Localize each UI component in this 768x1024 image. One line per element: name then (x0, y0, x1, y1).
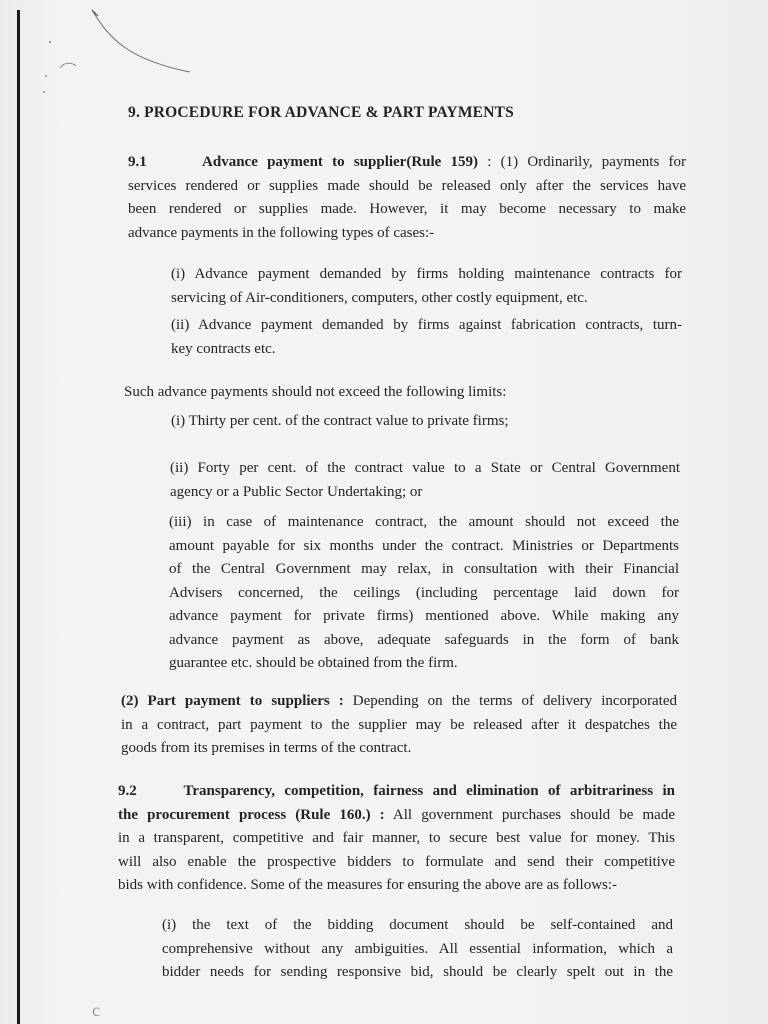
section-number: 9.2 (118, 783, 137, 799)
text-line: been rendered or supplies made. However, it may become necessary to make (128, 201, 686, 217)
section-9-1-first-line (128, 151, 686, 175)
measure-i (162, 914, 673, 985)
part-payment-paragraph (121, 690, 677, 761)
part-payment-first-line (121, 690, 677, 714)
text-line: (i) the text of the bidding document should be self-contained and (162, 917, 673, 933)
text-line: agency or a Public Sector Undertaking; or (170, 483, 423, 500)
limit-i: (i) Thirty per cent. of the contract value to private firms; (171, 413, 509, 429)
text-line: (ii) Forty per cent. of the contract value to a State or Central Government (170, 460, 680, 476)
text-line: services rendered or supplies made should be released only after the services have (128, 177, 686, 194)
text-line: bids with confidence. Some of the measures for ensuring the above are as follows:- (118, 877, 618, 893)
text-line: guarantee etc. should be obtained from the firm. (169, 655, 458, 671)
section-heading: 9. PROCEDURE FOR ADVANCE & PART PAYMENTS (128, 104, 514, 121)
limits-intro: Such advance payments should not exceed the following limits: (124, 384, 507, 400)
section-9-2-paragraph (118, 780, 675, 898)
text-line: advance payment for private firms) mentioned above. While making any (169, 608, 679, 624)
case-ii (171, 314, 682, 361)
text-line: advance payment as above, adequate safeguards in the form of bank (169, 631, 679, 648)
text-line: in a transparent, competitive and fair manner, to secure best value for money. This (118, 830, 675, 846)
text-line: servicing of Air-conditioners, computers, other costly equipment, etc. (171, 289, 588, 306)
section-lead: : (1) Ordinarily, payments for (478, 154, 686, 170)
case-i (171, 263, 682, 310)
part-payment-title: (2) Part payment to suppliers : (121, 693, 344, 709)
text-line: amount payable for six months under the contract. Ministries or Departments (169, 537, 679, 554)
text-line: goods from its premises in terms of the contract. (121, 740, 412, 756)
text-line: advance payments in the following types of cases:- (128, 224, 435, 241)
part-payment-lead: Depending on the terms of delivery incorporated (343, 693, 677, 709)
text-line: bidder needs for sending responsive bid, should be clearly spelt out in the (162, 964, 673, 980)
limit-ii (170, 457, 680, 504)
text-line: (iii) in case of maintenance contract, the amount should not exceed the (169, 514, 679, 530)
text-line: will also enable the prospective bidders to formulate and send their competitive (118, 853, 675, 870)
text-line: key contracts etc. (171, 340, 276, 357)
text-line: (i) Advance payment demanded by firms holding maintenance contracts for (171, 266, 682, 282)
text-line: comprehensive without any ambiguities. All essential information, which a (162, 940, 673, 957)
text-line: of the Central Government may relax, in consultation with their Financial (169, 561, 679, 577)
section-title: Transparency, competition, fairness and elimination of arbitrariness in (183, 783, 675, 799)
section-9-2-second-line (118, 804, 675, 828)
scan-mark-c: c (92, 1000, 100, 1020)
limit-iii (169, 511, 679, 676)
text-line: in a contract, part payment to the supplier may be released after it despatches the (121, 716, 677, 733)
text-line: (ii) Advance payment demanded by firms against fabrication contracts, turn- (171, 317, 682, 333)
section-9-1-paragraph (128, 151, 686, 245)
section-lead: All government purchases should be made (384, 806, 675, 823)
section-number: 9.1 (128, 154, 147, 170)
section-title-cont: the procurement process (Rule 160.) : (118, 806, 385, 823)
section-9-2-title-line (118, 780, 675, 804)
text-line: Advisers concerned, the ceilings (including percentage laid down for (169, 584, 679, 601)
section-title: Advance payment to supplier(Rule 159) (202, 154, 479, 170)
